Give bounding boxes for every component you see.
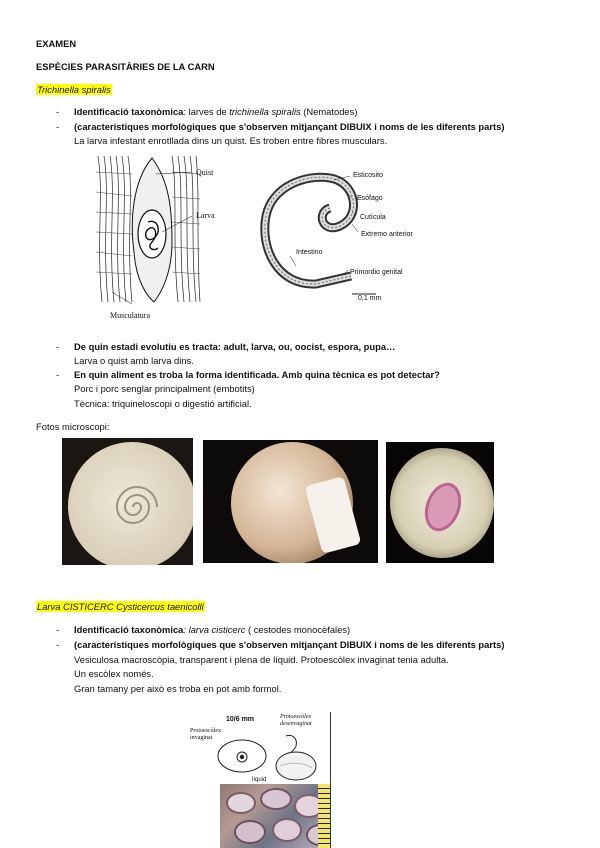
muscle-cyst-drawing <box>92 152 242 322</box>
microscope-photo-3 <box>386 442 494 563</box>
bullet-dash: - <box>56 341 60 352</box>
microscope-photo-1 <box>62 438 193 565</box>
cyst-photo <box>220 784 330 848</box>
section-heading-cisticerc: Larva CISTICERC Cysticercus taenicolli <box>37 601 204 612</box>
label-quist: Quist <box>196 168 214 177</box>
label-intestino: Intestino <box>296 249 323 256</box>
bullet-dash: - <box>56 121 60 132</box>
cisticerc-figure <box>184 712 336 848</box>
label-size: 10/6 mm <box>226 716 255 723</box>
label-primordio: Primordio genital <box>350 269 403 276</box>
bullet-dash: - <box>56 369 60 380</box>
bullet-dash: - <box>56 106 60 117</box>
stage-question: De quin estadi evolutiu es tracta: adult, larva, ou, oocist, espora, pupa… <box>74 341 396 352</box>
label-larva: Larva <box>196 211 215 220</box>
label-cuticula: Cutícula <box>360 214 386 221</box>
food-answer-2: Tècnica: triquineloscopi o digestió artificial. <box>74 398 252 409</box>
label-proto-inv: Protoescòlex invaginat <box>190 728 221 741</box>
label-musculatura: Musculatura <box>110 311 150 320</box>
food-answer-1: Porc i porc senglar principalment (embotits) <box>74 383 255 394</box>
cisticerc-line-2: Un escòlex només. <box>74 668 154 679</box>
label-esofago: Esófago <box>357 195 383 202</box>
page-subtitle: ESPÈCIES PARASITÀRIES DE LA CARN <box>36 61 215 72</box>
cisticerc-line-3: Gran tamany per això es troba en pot amb formol. <box>74 683 282 694</box>
food-question: En quin aliment es troba la forma identificada. Amb quina tècnica es pot detectar? <box>74 369 440 380</box>
label-esticosito: Esticosito <box>353 172 383 179</box>
section-heading-trichinella: Trichinella spiralis <box>37 84 111 95</box>
cisticerc-morph-label: (característiques morfològiques que s'observen mitjançant DIBUIX i noms de les diferents parts) <box>74 639 505 650</box>
label-proto-desinv: Protoescòlex desenvaginat <box>280 714 312 727</box>
trichinella-id: Identificació taxonòmica: larves de trichinella spiralis (Nematodes) <box>74 106 358 117</box>
coiled-larva-icon <box>102 472 172 542</box>
photos-label: Fotos microscopi: <box>36 421 110 432</box>
cisticerc-line-1: Vesiculosa macroscòpia, transparent i plena de líquid. Protoescòlex invaginat tenia adulta. <box>74 654 449 665</box>
bullet-dash: - <box>56 624 60 635</box>
page-title: EXAMEN <box>36 38 77 49</box>
trichinella-morph-label: (característiques morfològiques que s'observen mitjançant DIBUIX i noms de les diferents parts) <box>74 121 505 132</box>
cisticerc-id: Identificació taxonòmica: larva cisticerc ( cestodes monocèfales) <box>74 624 351 635</box>
label-scale: 0,1 mm <box>358 295 382 302</box>
label-liquid: líquid <box>252 777 267 783</box>
stage-answer: Larva o quist amb larva dins. <box>74 355 194 366</box>
trichinella-morph-text: La larva infestant enrotllada dins un quist. Es troben entre fibres musculars. <box>74 135 388 146</box>
microscope-photo-2 <box>203 440 378 563</box>
bullet-dash: - <box>56 639 60 650</box>
cyst-drawing <box>184 726 330 786</box>
label-extremo: Extremo anterior <box>361 231 413 238</box>
